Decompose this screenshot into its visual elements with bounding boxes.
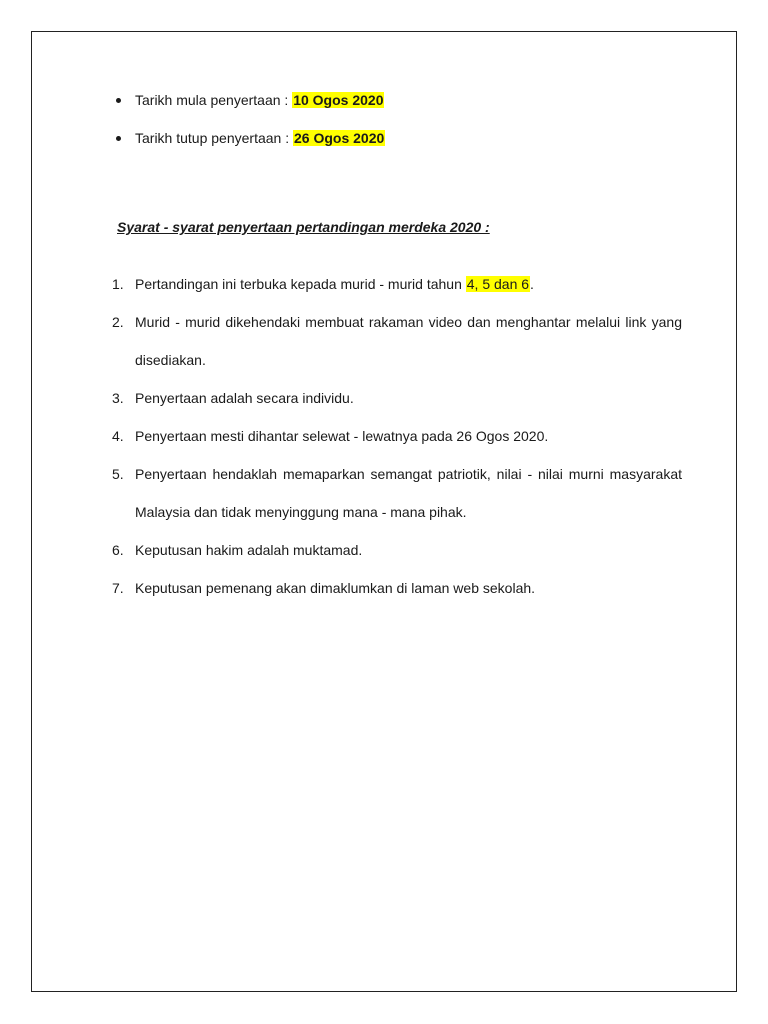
bullet-icon [116,98,121,103]
condition-number: 5. [112,466,124,482]
condition-text-before: Pertandingan ini terbuka kepada murid - murid tahun [135,276,466,292]
eligible-years-highlight: 4, 5 dan 6 [466,276,530,292]
condition-text: Keputusan hakim adalah muktamad. [135,542,363,558]
start-date-value: 10 Ogos 2020 [293,92,384,108]
condition-number: 4. [112,428,124,444]
condition-text: Murid - murid dikehendaki membuat rakaman video dan menghantar melalui link yang disediakan. [135,314,682,368]
condition-text [135,276,534,292]
condition-item [112,265,682,303]
conditions-list [112,265,682,607]
start-date-item [112,90,385,110]
start-date-label: Tarikh mula penyertaan : [135,92,289,108]
condition-text: Penyertaan hendaklah memaparkan semangat patriotik, nilai - nilai murni masyarakat Malaysia dan tidak menyinggung mana - mana pihak. [135,466,682,520]
condition-text: Penyertaan adalah secara individu. [135,390,354,406]
document-page [31,31,737,992]
condition-number: 7. [112,580,124,596]
condition-number: 6. [112,542,124,558]
condition-number: 3. [112,390,124,406]
condition-item [112,455,682,531]
end-date-item [112,128,385,148]
condition-item [112,379,682,417]
end-date-value: 26 Ogos 2020 [294,130,385,146]
condition-text-after: . [530,276,534,292]
condition-text: Keputusan pemenang akan dimaklumkan di laman web sekolah. [135,580,536,596]
condition-number: 2. [112,314,124,330]
end-date-label: Tarikh tutup penyertaan : [135,130,290,146]
condition-item [112,303,682,379]
bullet-icon [116,136,121,141]
condition-item [112,417,682,455]
condition-item [112,569,682,607]
condition-number: 1. [112,276,124,292]
date-bullet-list [112,90,385,166]
condition-item [112,531,682,569]
conditions-heading: Syarat - syarat penyertaan pertandingan merdeka 2020 : [117,219,490,235]
condition-text: Penyertaan mesti dihantar selewat - lewatnya pada 26 Ogos 2020. [135,428,549,444]
